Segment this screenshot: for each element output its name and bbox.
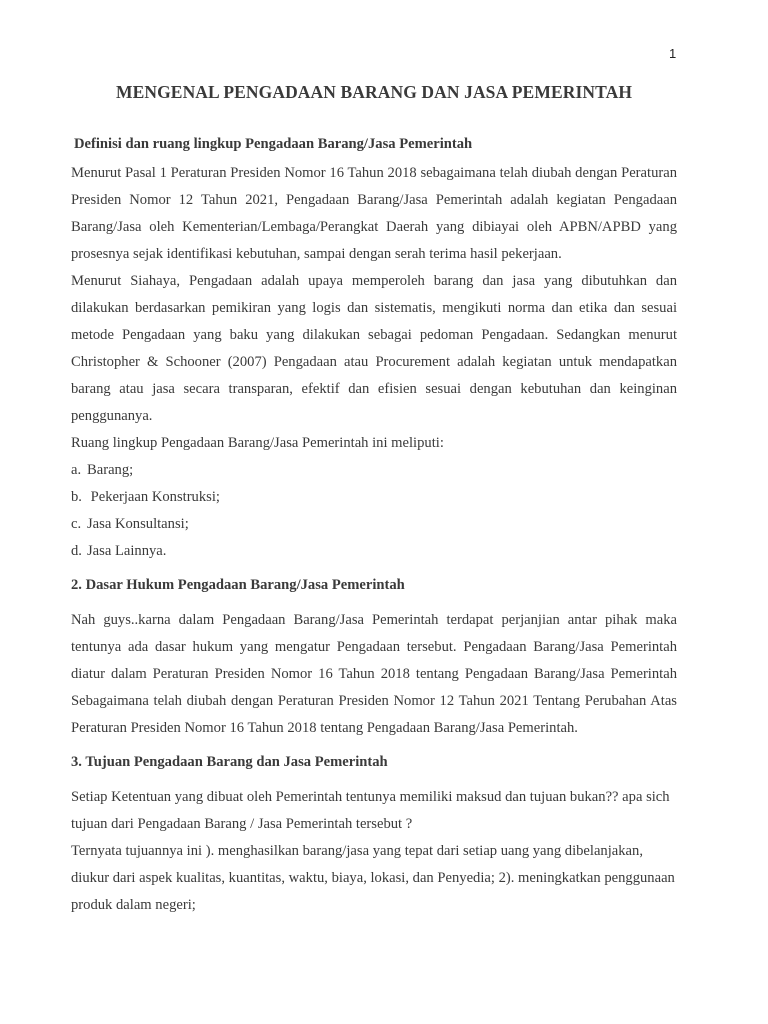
list-item-text: Barang;	[87, 462, 134, 478]
scope-list	[71, 457, 677, 565]
list-item-text: Jasa Konsultansi;	[87, 516, 189, 532]
list-marker: d.	[71, 543, 82, 559]
document-body	[71, 128, 677, 919]
list-marker: a.	[71, 462, 82, 478]
paragraph-legal-basis: Nah guys..karna dalam Pengadaan Barang/Jasa Pemerintah terdapat perjanjian antar pihak maka tentunya ada dasar hukum yang mengatur Pengadaan tersebut. Pengadaan Barang/Jasa Pemerintah diatur dalam Peraturan Presiden Nomor 16 Tahun 2018 tentang Pengadaan Barang/Jasa Pemerintah Sebagaimana telah diubah dengan Peraturan Presiden Nomor 12 Tahun 2021 Tentang Perubahan Atas Peraturan Presiden Nomor 16 Tahun 2018 tentang Pengadaan Barang/Jasa Pemerintah.	[71, 612, 677, 736]
paragraph-objectives-intro: Setiap Ketentuan yang dibuat oleh Pemerintah tentunya memiliki maksud dan tujuan bukan?? apa sich tujuan dari Pengadaan Barang / Jasa Pemerintah tersebut ?	[71, 789, 670, 832]
scope-intro: Ruang lingkup Pengadaan Barang/Jasa Pemerintah ini meliputi:	[71, 435, 444, 451]
section-heading-objectives: 3. Tujuan Pengadaan Barang dan Jasa Pemerintah	[71, 754, 388, 770]
document-title: MENGENAL PENGADAAN BARANG DAN JASA PEMERINTAH	[115, 82, 633, 102]
section-heading-legal-basis: 2. Dasar Hukum Pengadaan Barang/Jasa Pemerintah	[71, 577, 405, 593]
list-item-text: Jasa Lainnya.	[87, 543, 167, 559]
list-item-text: Pekerjaan Konstruksi;	[87, 489, 220, 505]
section-heading-definition: Definisi dan ruang lingkup Pengadaan Barang/Jasa Pemerintah	[74, 136, 473, 152]
list-item	[71, 511, 677, 538]
list-item	[71, 457, 677, 484]
paragraph-objectives-detail: Ternyata tujuannya ini ). menghasilkan barang/jasa yang tepat dari setiap uang yang dibelanjakan, diukur dari aspek kualitas, kuantitas, waktu, biaya, lokasi, dan Penyedia; 2). meningkatkan penggunaan produk dalam negeri;	[71, 843, 675, 913]
list-item	[71, 484, 677, 511]
list-marker: c.	[71, 516, 82, 532]
paragraph-definition-pasal1: Menurut Pasal 1 Peraturan Presiden Nomor 16 Tahun 2018 sebagaimana telah diubah dengan Peraturan Presiden Nomor 12 Tahun 2021, Pengadaan Barang/Jasa Pemerintah adalah kegiatan Pengadaan Barang/Jasa oleh Kementerian/Lembaga/Perangkat Daerah yang dibiayai oleh APBN/APBD yang prosesnya sejak identifikasi kebutuhan, sampai dengan serah terima hasil pekerjaan.	[71, 165, 677, 262]
list-marker: b.	[71, 489, 82, 505]
paragraph-definition-siahaya: Menurut Siahaya, Pengadaan adalah upaya memperoleh barang dan jasa yang dibutuhkan dan dilakukan berdasarkan pemikiran yang logis dan sistematis, mengikuti norma dan etika dan sesuai metode Pengadaan yang baku yang dilakukan sebagai pedoman Pengadaan. Sedangkan menurut Christopher & Schooner (2007) Pengadaan atau Procurement adalah kegiatan untuk mendapatkan barang atau jasa secara transparan, efektif dan efisien sesuai dengan kebutuhan dan keinginan penggunanya.	[71, 273, 677, 424]
list-item	[71, 538, 677, 565]
page-number: 1	[669, 46, 677, 61]
